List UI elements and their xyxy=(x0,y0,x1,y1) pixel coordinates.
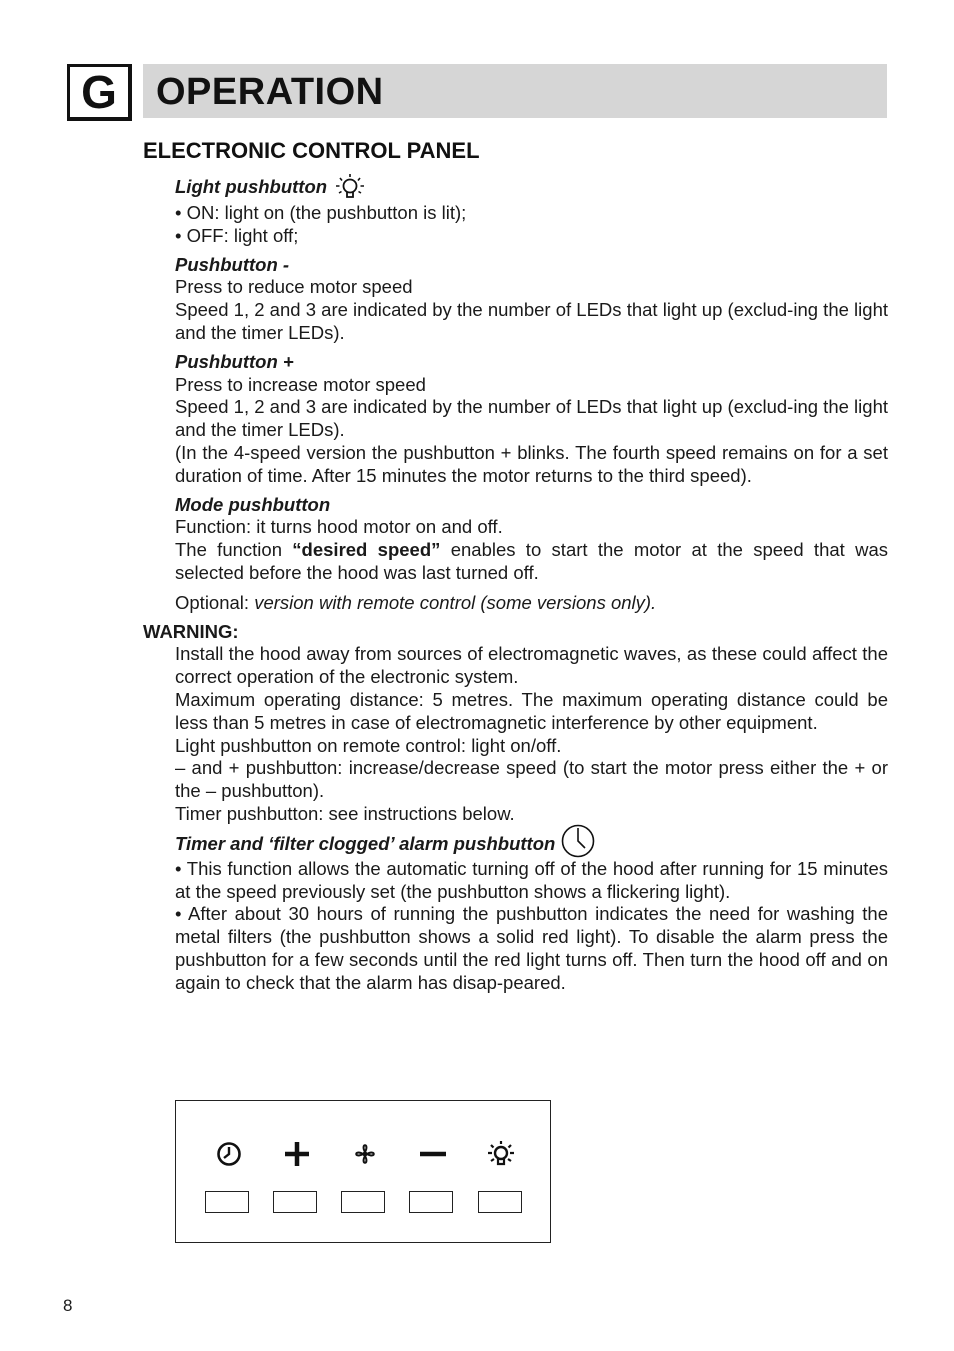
warning-heading xyxy=(143,621,888,644)
clock-icon xyxy=(214,1139,244,1169)
optional-text: version with remote control (some versions only). xyxy=(254,591,657,613)
plus-heading-text: Pushbutton + xyxy=(175,350,294,372)
light-line-1: • ON: light on (the pushbutton is lit); xyxy=(175,202,467,223)
warning-colon: : xyxy=(232,620,239,642)
mode-line-2-pre: The function xyxy=(175,539,293,561)
light-bulb-icon xyxy=(333,172,367,202)
minus-line-2: Speed 1, 2 and 3 are indicated by the number of LEDs that light up (exclud-ing the light and the timer LEDs). xyxy=(175,299,888,343)
clock-icon xyxy=(561,824,597,858)
light-line-2: • OFF: light off; xyxy=(175,224,299,246)
warning-line-4: – and + pushbutton: increase/decrease speed (to start the motor press either the + or the – pushbutton). xyxy=(175,757,888,802)
plus-line-1: Press to increase motor speed xyxy=(175,373,426,395)
timer-button[interactable] xyxy=(205,1191,249,1213)
plus-heading xyxy=(175,351,888,374)
mode-line-2 xyxy=(175,539,888,585)
timer-line-2: • After about 30 hours of running the pushbutton indicates the need for washing the metal filters (the pushbutton shows a solid red light). To disable the alarm press the pushbutton for a few seconds until the red light turns off. Then turn the hood off and on again to check that the alarm has disap-peared. xyxy=(175,903,888,993)
warning-line-3: Light pushbutton on remote control: light on/off. xyxy=(175,734,562,756)
minus-icon xyxy=(418,1139,448,1169)
control-panel-diagram xyxy=(175,1100,551,1243)
warning-line-2: Maximum operating distance: 5 metres. The maximum operating distance could be less than 5 metres in case of electromagnetic interference by other equipment. xyxy=(175,688,888,733)
section-letter: G xyxy=(81,66,117,118)
minus-heading-text: Pushbutton - xyxy=(175,253,290,275)
warning-line-5: Timer pushbutton: see instructions below. xyxy=(175,802,515,824)
fan-icon xyxy=(350,1139,380,1169)
mode-line-2-post: enables to start the motor at the speed that was selected before the hood was last turned off. xyxy=(175,539,888,583)
timer-heading-text: Timer and ‘filter clogged’ alarm pushbutton xyxy=(175,833,556,855)
plus-icon xyxy=(282,1139,312,1169)
content-body xyxy=(143,172,888,995)
warning-label: WARNING xyxy=(143,620,233,642)
optional-label: Optional: xyxy=(175,591,255,613)
light-button[interactable] xyxy=(478,1191,522,1213)
minus-heading xyxy=(175,254,888,277)
optional-line xyxy=(175,592,888,615)
light-heading xyxy=(175,172,888,202)
title-bar xyxy=(143,64,887,118)
light-heading-text: Light pushbutton xyxy=(175,175,328,197)
mode-heading-text: Mode pushbutton xyxy=(175,493,331,515)
desired-speed-term: “desired speed” xyxy=(292,539,441,561)
page-title: OPERATION xyxy=(156,71,384,113)
timer-line-1: • This function allows the automatic turning off of the hood after running for 15 minutes at the speed previously set (the pushbutton shows a flickering light). xyxy=(175,857,888,902)
page-number: 8 xyxy=(63,1296,73,1315)
warning-line-1: Install the hood away from sources of electromagnetic waves, as these could affect the correct operation of the electronic system. xyxy=(175,643,888,688)
plus-line-3: (In the 4-speed version the pushbutton + blinks. The fourth speed remains on for a set duration of time. After 15 minutes the motor returns to the third speed). xyxy=(175,441,888,486)
section-letter-box xyxy=(67,64,132,121)
mode-line-1: Function: it turns hood motor on and off. xyxy=(175,516,503,538)
section-title: ELECTRONIC CONTROL PANEL xyxy=(143,138,480,163)
plus-button[interactable] xyxy=(273,1191,317,1213)
plus-line-2: Speed 1, 2 and 3 are indicated by the number of LEDs that light up (exclud-ing the light and the timer LEDs). xyxy=(175,396,888,441)
minus-button[interactable] xyxy=(409,1191,453,1213)
mode-heading xyxy=(175,494,888,517)
light-bulb-icon xyxy=(486,1139,516,1169)
timer-heading xyxy=(175,832,888,858)
mode-button[interactable] xyxy=(341,1191,385,1213)
minus-line-1: Press to reduce motor speed xyxy=(175,276,413,298)
